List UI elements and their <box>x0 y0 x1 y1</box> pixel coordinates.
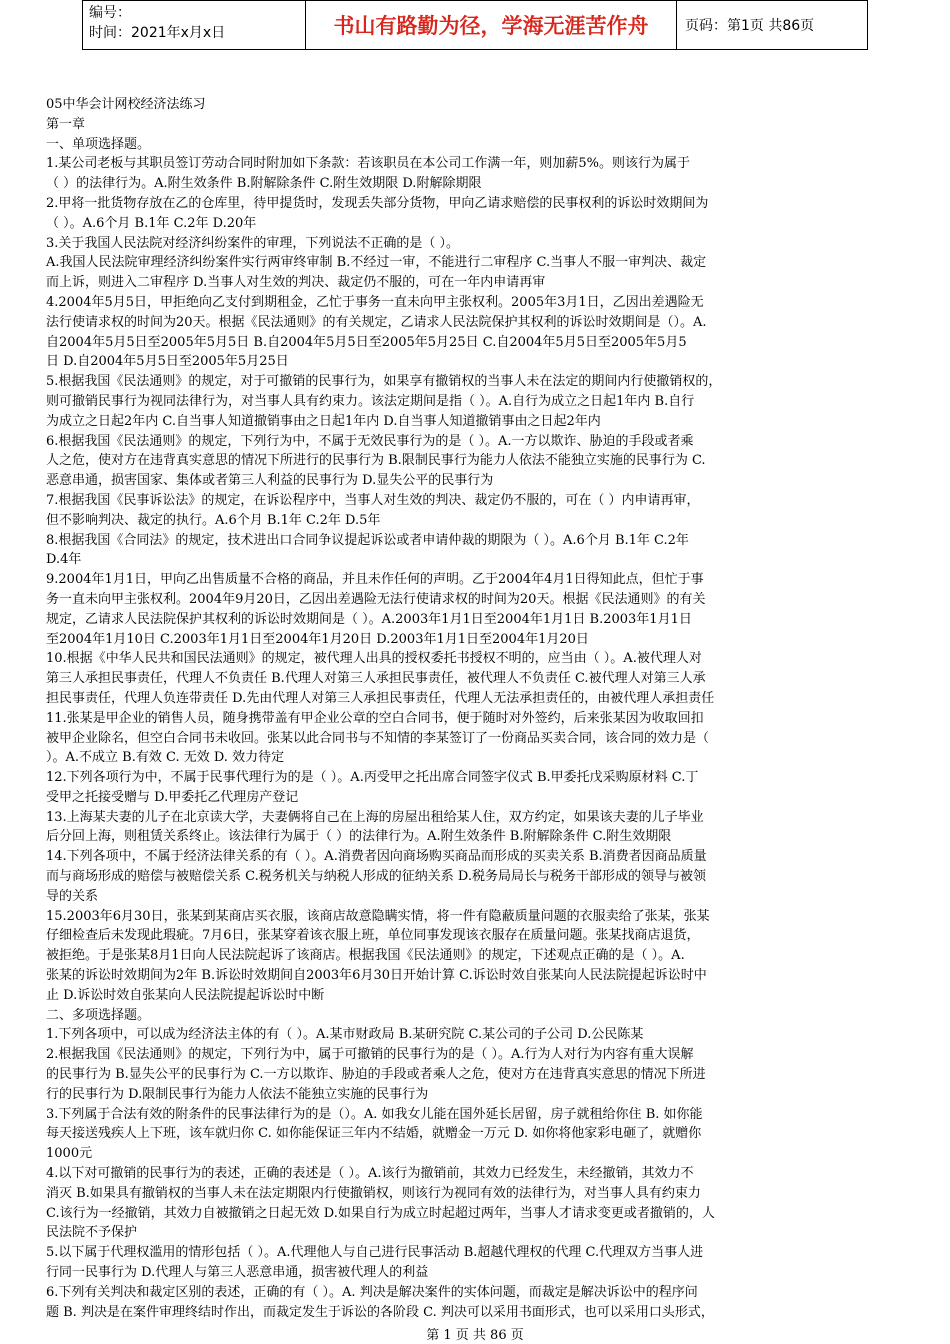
text-line: 务一直未向甲主张权利。2004年9月20日，乙因出差遇险无法行使请求权的时间为20天。根据《民法通则》的有关 <box>46 591 706 607</box>
text-line: 题 B. 判决是在案件审理终结时作出，而裁定发生于诉讼的各阶段 C. 判决可以采用书面形式，也可以采用口头形式， <box>46 1304 714 1320</box>
text-line: 13.上海某夫妻的儿子在北京读大学，夫妻俩将自己在上海的房屋出租给某人住，双方约定，如果该夫妻的儿子毕业 <box>46 809 704 825</box>
text-line: 的民事行为 B.显失公平的民事行为 C.一方以欺诈、胁迫的手段或者乘人之危，使对方在违背真实意思的情况下所进 <box>46 1067 706 1083</box>
text-line: 为成立之日起2年内 C.自当事人知道撤销事由之日起1年内 D.自当事人知道撤销事由之日起2年内 <box>46 413 601 429</box>
text-line: 行的民事行为 D.限制民事行为能力人依法不能独立实施的民事行为 <box>46 1086 429 1102</box>
text-line: 9.2004年1月1日，甲向乙出售质量不合格的商品，并且未作任何的声明。乙于2004年4月1日得知此点，但忙于事 <box>46 572 704 588</box>
text-line: 而与商场形成的赔偿与被赔偿关系 C.税务机关与纳税人形成的征纳关系 D.税务局局长与税务干部形成的领导与被领 <box>46 869 706 885</box>
text-line: 6.下列有关判决和裁定区别的表述，正确的有（ ）。A. 判决是解决案件的实体问题，而裁定是解决诉讼中的程序问 <box>46 1284 698 1300</box>
text-line: 则可撤销民事行为视同法律行为，对当事人具有约束力。该法定期间是指（ ）。A.自行为成立之日起1年内 B.自行 <box>46 393 695 409</box>
text-line: 5.根据我国《民法通则》的规定，对于可撤销的民事行为，如果享有撤销权的当事人未在法定的期间内行使撤销权的， <box>46 374 722 390</box>
text-line: 导的关系 <box>46 888 99 904</box>
text-line: 1000元 <box>46 1146 93 1162</box>
text-line: 7.根据我国《民事诉讼法》的规定，在诉讼程序中，当事人对生效的判决、裁定仍不服的，可在（ ）内申请再审， <box>46 492 700 508</box>
text-line: 每天接送残疾人上下班，该车就归你 C. 如你能保证三年内不结婚，就赠金一万元 D. 如你将他家彩电砸了，就赠你 <box>46 1126 702 1142</box>
header-time-label: 时间：2021年x月x日 <box>89 25 226 41</box>
text-line: 行同一民事行为 D.代理人与第三人恶意串通，损害被代理人的利益 <box>46 1265 429 1281</box>
text-line: 至2004年1月10日 C.2003年1月1日至2004年1月20日 D.2003年1月1日至2004年1月20日 <box>46 631 589 647</box>
text-line: 15.2003年6月30日，张某到某商店买衣服，该商店故意隐瞒实情，将一件有隐蔽质量问题的衣服卖给了张某，张某 <box>46 908 710 924</box>
text-line: 自2004年5月5日至2005年5月5日 B.自2004年5月5日至2005年5月25日 C.自2004年5月5日至2005年5月5 <box>46 334 687 350</box>
text-line: 14.下列各项中，不属于经济法律关系的有（ ）。A.消费者因向商场购买商品而形成的买卖关系 B.消费者因商品质量 <box>46 849 707 865</box>
text-line: 05中华会计网校经济法练习 <box>46 97 206 112</box>
text-line: 一、单项选择题。 <box>46 136 151 152</box>
text-line: 二、多项选择题。 <box>46 1007 151 1023</box>
text-line: 2.根据我国《民法通则》的规定，下列行为中，属于可撤销的民事行为的是（ ）。A.行为人对行为内容有重大误解 <box>46 1047 694 1063</box>
text-line: 第一章 <box>46 116 86 132</box>
text-line: 3.下列属于合法有效的附条件的民事法律行为的是（）。A. 如我女儿能在国外延长居留，房子就租给你住 B. 如你能 <box>46 1106 703 1122</box>
text-line: 而上诉，则进入二审程序 D.当事人对生效的判决、裁定仍不服的，可在一年内申请再审 <box>46 275 546 291</box>
text-line: 12.下列各项行为中，不属于民事代理行为的是（ ）。A.丙受甲之托出席合同签字仪式 B.甲委托戊采购原材料 C.丁 <box>46 770 699 786</box>
text-line: 止 D.诉讼时效自张某向人民法院提起诉讼时中断 <box>46 987 325 1003</box>
header-page-info: 页码：第1页 共86页 <box>685 18 815 34</box>
text-line: 被拒绝。于是张某8月1日向人民法院起诉了该商店。根据我国《民法通则》的规定，下述观点正确的是（ ）。A. <box>46 948 685 964</box>
text-line: 被甲企业除名，但空白合同书未收回。张某以此合同书与不知情的李某签订了一份商品买卖合同，该合同的效力是（ <box>46 730 710 746</box>
page-footer: 第 1 页 共 86 页 <box>426 1328 524 1343</box>
header-motto: 书山有路勤为径，学海无涯苦作舟 <box>306 1 677 49</box>
text-line: 1.下列各项中，可以成为经济法主体的有（ ）。A.某市财政局 B.某研究院 C.某公司的子公司 D.公民陈某 <box>46 1027 644 1043</box>
text-line: 日 D.自2004年5月5日至2005年5月25日 <box>46 354 289 370</box>
text-line: 5.以下属于代理权滥用的情形包括（ ）。A.代理他人与自己进行民事活动 B.超越代理权的代理 C.代理双方当事人进 <box>46 1245 704 1261</box>
text-line: 规定，乙请求人民法院保护其权利的诉讼时效期间是（ ）。A.2003年1月1日至2004年1月1日 B.2003年1月1日 <box>46 611 692 627</box>
text-line: ）。A.不成立 B.有效 C. 无效 D. 效力待定 <box>46 750 285 766</box>
text-line: 受甲之托接受赠与 D.甲委托乙代理房产登记 <box>46 789 299 805</box>
text-line: （ ）。A.6个月 B.1年 C.2年 D.20年 <box>46 215 257 231</box>
text-line: 担民事责任，代理人负连带责任 D.先由代理人对第三人承担民事责任，代理人无法承担责任的，由被代理人承担责任 <box>46 690 715 706</box>
text-line: 11.张某是甲企业的销售人员，随身携带盖有甲企业公章的空白合同书，便于随时对外签约，后来张某因为收取回扣 <box>46 710 704 726</box>
text-line: 6.根据我国《民法通则》的规定，下列行为中，不属于无效民事行为的是（ ）。A.一方以欺诈、胁迫的手段或者乘 <box>46 433 694 449</box>
text-line: 消灭 B.如果具有撤销权的当事人未在法定期限内行使撤销权，则该行为视同有效的法律行为，对当事人具有约束力 <box>46 1185 701 1201</box>
text-line: 人之危，使对方在违背真实意思的情况下所进行的民事行为 B.限制民事行为能力人依法不能独立实施的民事行为 C. <box>46 453 706 469</box>
text-line: 2.甲将一批货物存放在乙的仓库里，待甲提货时，发现丢失部分货物，甲向乙请求赔偿的民事权利的诉讼时效期间为 <box>46 195 709 211</box>
text-line: D.4年 <box>46 552 82 568</box>
text-line: 4.2004年5月5日，甲拒绝向乙支付到期租金，乙忙于事务一直未向甲主张权利。2005年3月1日，乙因出差遇险无 <box>46 294 704 310</box>
document-body <box>46 95 912 1322</box>
page-header <box>82 0 868 50</box>
text-line: 第三人承担民事责任，代理人不负责任 B.代理人对第三人承担民事责任，被代理人不负责任 C.被代理人对第三人承 <box>46 671 706 687</box>
text-line: 民法院不予保护 <box>46 1225 138 1241</box>
text-line: 8.根据我国《合同法》的规定，技术进出口合同争议提起诉讼或者申请仲裁的期限为（ ）。A.6个月 B.1年 C.2年 <box>46 532 689 548</box>
header-code-label: 编号： <box>89 5 131 21</box>
text-line: 4.以下对可撤销的民事行为的表述，正确的表述是（ ）。A.该行为撤销前，其效力已经发生，未经撤销，其效力不 <box>46 1166 694 1182</box>
text-line: （ ）的法律行为。A.附生效条件 B.附解除条件 C.附生效期限 D.附解除期限 <box>46 176 482 192</box>
text-line: 法行使请求权的时间为20天。根据《民法通则》的有关规定，乙请求人民法院保护其权利的诉讼时效期间是（）。A. <box>46 314 707 330</box>
text-line: 后分回上海，则租赁关系终止。该法律行为属于（ ）的法律行为。A.附生效条件 B.附解除条件 C.附生效期限 <box>46 829 672 845</box>
text-line: 但不影响判决、裁定的执行。A.6个月 B.1年 C.2年 D.5年 <box>46 512 381 528</box>
text-line: 3.关于我国人民法院对经济纠纷案件的审理，下列说法不正确的是（ ）。 <box>46 235 460 251</box>
text-line: 张某的诉讼时效期间为2年 B.诉讼时效期间自2003年6月30日开始计算 C.诉讼时效自张某向人民法院提起诉讼时中 <box>46 968 707 984</box>
text-line: C.该行为一经撤销，其效力自被撤销之日起无效 D.如果自行为成立时起超过两年，当事人才请求变更或者撤销的，人 <box>46 1205 715 1221</box>
header-meta <box>83 1 306 49</box>
text-line: 10.根据《中华人民共和国民法通则》的规定，被代理人出具的授权委托书授权不明的，应当由（ ）。A.被代理人对 <box>46 651 702 667</box>
text-line: 仔细检查后未发现此瑕疵。7月6日，张某穿着该衣服上班，单位同事发现该衣服存在质量问题。张某找商店退货， <box>46 928 700 944</box>
text-line: 恶意串通，损害国家、集体或者第三人利益的民事行为 D.显失公平的民事行为 <box>46 473 494 489</box>
text-line: 1.某公司老板与其职员签订劳动合同时附加如下条款：若该职员在本公司工作满一年，则加薪5%。则该行为属于 <box>46 156 691 172</box>
text-line: A.我国人民法院审理经济纠纷案件实行两审终审制 B.不经过一审，不能进行二审程序 C.当事人不服一审判决、裁定 <box>46 255 707 271</box>
